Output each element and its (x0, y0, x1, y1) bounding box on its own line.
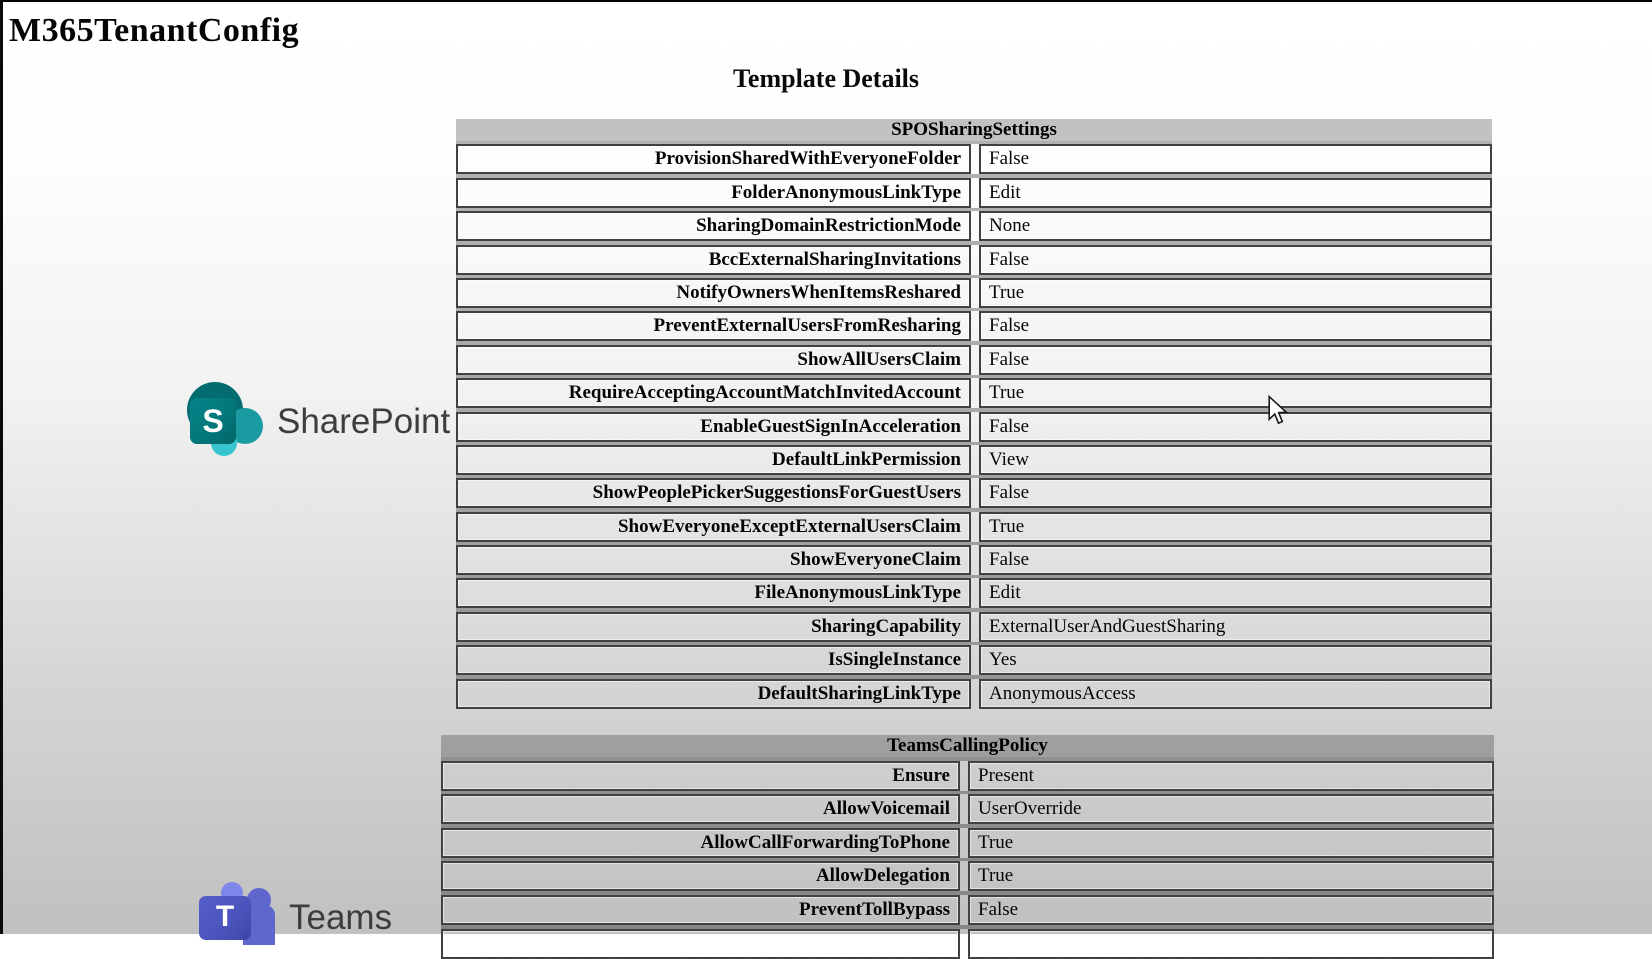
cell-divider (971, 445, 979, 475)
setting-name-cell: ShowEveryoneExceptExternalUsersClaim (456, 512, 971, 542)
teams-logo-label: Teams (289, 898, 393, 937)
table-row (441, 861, 1494, 891)
spo-sharing-settings-table (456, 119, 1492, 709)
setting-value-cell: False (979, 311, 1492, 341)
cell-divider (971, 311, 979, 341)
teams-calling-policy-table (441, 735, 1494, 959)
table-row (456, 679, 1492, 709)
screen-left-edge (0, 0, 3, 934)
setting-value-cell: AnonymousAccess (979, 679, 1492, 709)
cell-divider (971, 412, 979, 442)
template-details-heading: Template Details (732, 64, 920, 93)
setting-name-cell: AllowVoicemail (441, 794, 960, 824)
setting-value-cell: None (979, 211, 1492, 241)
setting-name-cell: ShowEveryoneClaim (456, 545, 971, 575)
setting-value-cell: False (979, 245, 1492, 275)
setting-name-cell: NotifyOwnersWhenItemsReshared (456, 278, 971, 308)
setting-value-cell: Edit (979, 578, 1492, 608)
cell-divider (971, 278, 979, 308)
teams-logo-icon (199, 896, 279, 956)
setting-name-cell: RequireAcceptingAccountMatchInvitedAccount (456, 378, 971, 408)
table-row (441, 895, 1494, 925)
cell-divider (971, 211, 979, 241)
cell-divider (971, 512, 979, 542)
setting-name-cell: PreventExternalUsersFromResharing (456, 311, 971, 341)
setting-value-cell (968, 929, 1494, 959)
table-row (441, 761, 1494, 791)
setting-value-cell: True (968, 828, 1494, 858)
cell-divider (971, 679, 979, 709)
table-row (456, 144, 1492, 174)
setting-value-cell: True (979, 512, 1492, 542)
table-row (456, 178, 1492, 208)
setting-value-cell: Yes (979, 645, 1492, 675)
setting-value-cell: False (979, 478, 1492, 508)
page-title: M365TenantConfig (9, 12, 300, 49)
table-rows-container (441, 757, 1494, 959)
setting-name-cell: EnableGuestSignInAcceleration (456, 412, 971, 442)
sharepoint-logo-icon (187, 382, 267, 458)
setting-name-cell (441, 929, 960, 959)
setting-name-cell: PreventTollBypass (441, 895, 960, 925)
setting-name-cell: Ensure (441, 761, 960, 791)
cell-divider (971, 378, 979, 408)
setting-name-cell: ProvisionSharedWithEveryoneFolder (456, 144, 971, 174)
setting-name-cell: FolderAnonymousLinkType (456, 178, 971, 208)
setting-name-cell: BccExternalSharingInvitations (456, 245, 971, 275)
setting-value-cell: True (979, 378, 1492, 408)
cell-divider (971, 144, 979, 174)
setting-value-cell: True (979, 278, 1492, 308)
table-header-sposharingsettings: SPOSharingSettings (456, 119, 1492, 141)
table-row (456, 378, 1492, 408)
cell-divider (971, 345, 979, 375)
cell-divider (971, 578, 979, 608)
setting-name-cell: IsSingleInstance (456, 645, 971, 675)
table-row (456, 478, 1492, 508)
setting-name-cell: SharingDomainRestrictionMode (456, 211, 971, 241)
cell-divider (971, 612, 979, 642)
setting-value-cell: Edit (979, 178, 1492, 208)
cell-divider (960, 794, 968, 824)
cell-divider (971, 245, 979, 275)
table-row (456, 412, 1492, 442)
setting-value-cell: UserOverride (968, 794, 1494, 824)
setting-name-cell: DefaultLinkPermission (456, 445, 971, 475)
setting-value-cell: False (979, 144, 1492, 174)
setting-name-cell: FileAnonymousLinkType (456, 578, 971, 608)
table-row (456, 245, 1492, 275)
table-row (456, 345, 1492, 375)
setting-name-cell: AllowDelegation (441, 861, 960, 891)
cell-divider (971, 645, 979, 675)
table-row (441, 794, 1494, 824)
setting-value-cell: False (968, 895, 1494, 925)
cell-divider (971, 178, 979, 208)
cell-divider (960, 761, 968, 791)
setting-value-cell: False (979, 545, 1492, 575)
cell-divider (971, 545, 979, 575)
setting-name-cell: AllowCallForwardingToPhone (441, 828, 960, 858)
setting-value-cell: View (979, 445, 1492, 475)
cell-divider (960, 929, 968, 959)
table-row (441, 828, 1494, 858)
cell-divider (960, 828, 968, 858)
table-row (456, 545, 1492, 575)
cell-divider (960, 895, 968, 925)
table-row (456, 645, 1492, 675)
teams-logo-t-tile: T (199, 896, 251, 940)
setting-value-cell: False (979, 412, 1492, 442)
cell-divider (971, 478, 979, 508)
setting-name-cell: DefaultSharingLinkType (456, 679, 971, 709)
setting-value-cell: True (968, 861, 1494, 891)
setting-name-cell: ShowPeoplePickerSuggestionsForGuestUsers (456, 478, 971, 508)
table-rows-container (456, 141, 1492, 709)
cell-divider (960, 861, 968, 891)
sharepoint-logo-label: SharePoint (277, 402, 451, 441)
table-row (456, 211, 1492, 241)
setting-value-cell: False (979, 345, 1492, 375)
table-row (456, 445, 1492, 475)
setting-name-cell: ShowAllUsersClaim (456, 345, 971, 375)
sharepoint-logo-s-tile: S (190, 398, 236, 444)
table-row (456, 578, 1492, 608)
table-row (456, 612, 1492, 642)
table-row (456, 512, 1492, 542)
table-header-teamscallingpolicy: TeamsCallingPolicy (441, 735, 1494, 757)
table-row (456, 311, 1492, 341)
setting-value-cell: Present (968, 761, 1494, 791)
setting-name-cell: SharingCapability (456, 612, 971, 642)
table-row (441, 929, 1494, 959)
table-row (456, 278, 1492, 308)
setting-value-cell: ExternalUserAndGuestSharing (979, 612, 1492, 642)
screen-top-edge (0, 0, 1652, 2)
